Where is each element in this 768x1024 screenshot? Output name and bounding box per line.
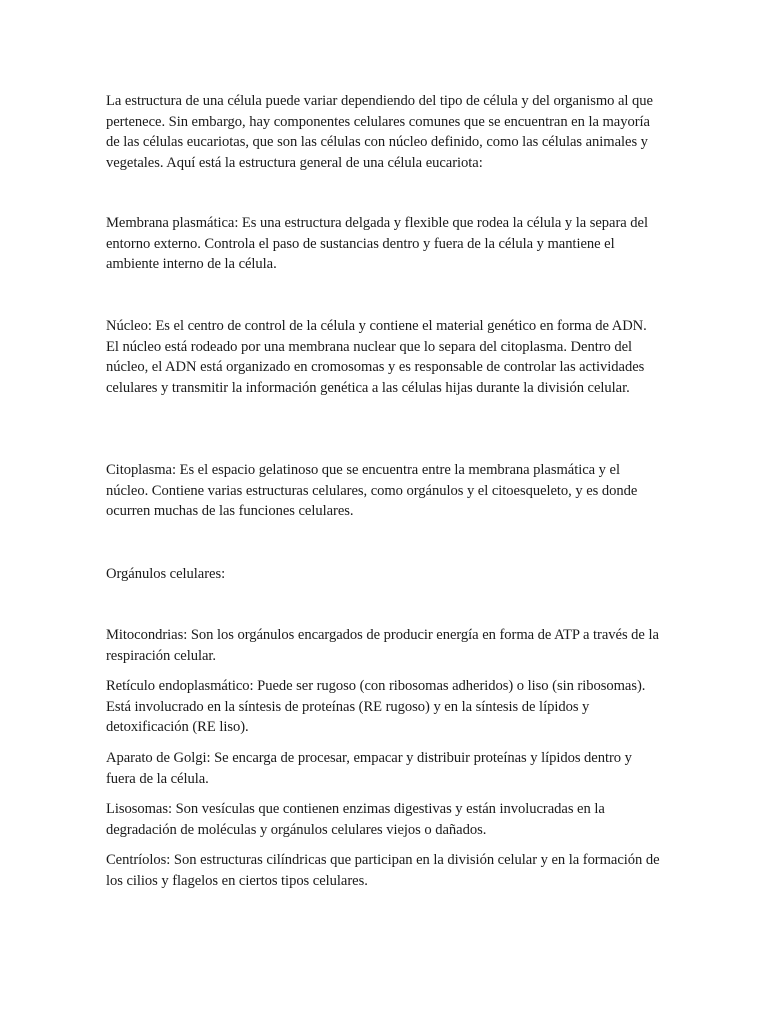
lisosomas-paragraph: Lisosomas: Son vesículas que contienen enzimas digestivas y están involucradas en la degradación de moléculas y orgánulos celulares viejos o dañados. (106, 801, 605, 838)
golgi-paragraph: Aparato de Golgi: Se encarga de procesar, empacar y distribuir proteínas y lípidos dentro y fuera de la célula. (106, 750, 632, 787)
membrana-plasmatica-paragraph: Membrana plasmática: Es una estructura delgada y flexible que rodea la célula y la separa del entorno externo. Controla el paso de sustancias dentro y fuera de la célula y mantiene el ambiente interno de la célula. (106, 215, 648, 273)
organulos-heading: Orgánulos celulares: (106, 566, 226, 582)
reticulo-paragraph: Retículo endoplasmático: Puede ser rugoso (con ribosomas adheridos) o liso (sin ribosomas). Está involucrado en la síntesis de proteínas (RE rugoso) y en la síntesis de lípidos y detoxificación (RE liso). (106, 678, 646, 736)
mitocondrias-paragraph: Mitocondrias: Son los orgánulos encargados de producir energía en forma de ATP a través de la respiración celular. (106, 627, 659, 664)
citoplasma-paragraph: Citoplasma: Es el espacio gelatinoso que se encuentra entre la membrana plasmática y el núcleo. Contiene varias estructuras celulares, como orgánulos y el citoesqueleto, y es donde ocurren muchas de las funciones celulares. (106, 462, 638, 520)
nucleo-paragraph: Núcleo: Es el centro de control de la célula y contiene el material genético en forma de ADN. El núcleo está rodeado por una membrana nuclear que lo separa del citoplasma. Dentro del núcleo, el ADN está organizado en cromosomas y es responsable de controlar las actividades celulares y transmitir la información genética a las células hijas durante la división celular. (106, 318, 647, 396)
centriolos-paragraph: Centríolos: Son estructuras cilíndricas que participan en la división celular y en la formación de los cilios y flagelos en ciertos tipos celulares. (106, 852, 660, 889)
intro-paragraph: La estructura de una célula puede variar dependiendo del tipo de célula y del organismo al que pertenece. Sin embargo, hay componentes celulares comunes que se encuentran en la mayoría de las células eucariotas, que son las células con núcleo definido, como las células animales y vegetales. Aquí está la estructura general de una célula eucariota: (106, 93, 653, 171)
